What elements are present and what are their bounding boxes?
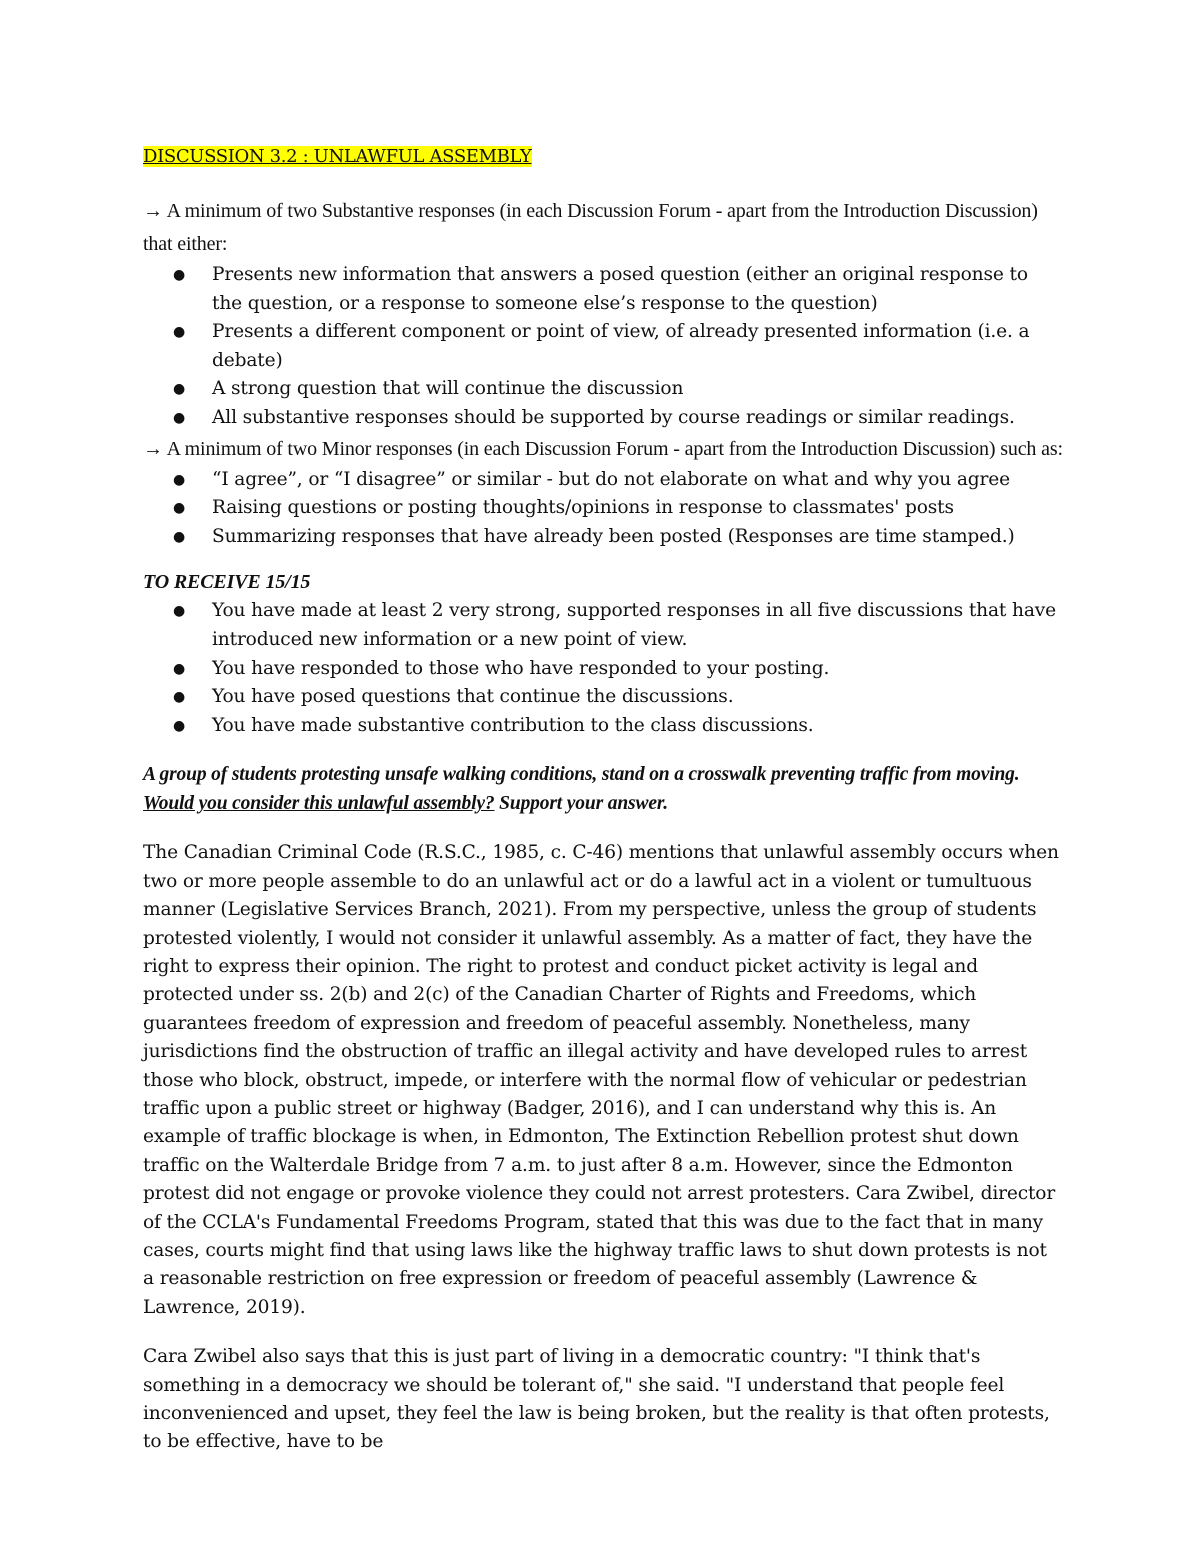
list-item-text: Summarizing responses that have already been posted (Responses are time stamped.) — [212, 525, 1015, 547]
bullet-icon: ● — [173, 603, 186, 620]
list-item — [143, 523, 1063, 552]
document-title: DISCUSSION 3.2 : UNLAWFUL ASSEMBLY — [143, 146, 532, 167]
question-part-2: Support your answer. — [494, 793, 668, 815]
substantive-list — [143, 261, 1063, 433]
bullet-icon: ● — [173, 500, 186, 517]
question-part-1: A group of students protesting unsafe walking conditions, stand on a crosswalk preventing traffic from moving. — [143, 764, 1020, 786]
list-item — [143, 655, 1063, 684]
list-item — [143, 375, 1063, 404]
list-item-text: Presents a different component or point of view, of already presented information (i.e. a debate) — [212, 321, 1030, 371]
list-item-text: “I agree”, or “I disagree” or similar - but do not elaborate on what and why you agree — [212, 468, 1010, 490]
bullet-icon: ● — [173, 660, 186, 677]
response-paragraph-2: Cara Zwibel also says that this is just part of living in a democratic country: "I think that's something in a democracy we should be tolerant of," she said. "I understand that people feel inconvenienced and upset, they feel the law is being broken, but the reality is that often protests, to be effective, have to be — [143, 1346, 1050, 1453]
list-item — [143, 712, 1063, 741]
receive-list — [143, 597, 1063, 740]
list-item-text: All substantive responses should be supported by course readings or similar readings. — [212, 406, 1015, 428]
list-item — [143, 261, 1063, 318]
list-item — [143, 466, 1063, 495]
list-item-text: You have posed questions that continue the discussions. — [212, 686, 734, 708]
bullet-icon: ● — [173, 324, 186, 341]
question-underlined: Would you consider this unlawful assembly? — [143, 793, 495, 815]
title-line — [143, 143, 1063, 170]
list-item-text: A strong question that will continue the discussion — [212, 378, 684, 400]
substantive-intro: → A minimum of two Substantive responses (in each Discussion Forum - apart from the Introduction Discussion) that either: — [143, 200, 1038, 255]
list-item-text: Presents new information that answers a posed question (either an original response to the question, or a response to someone else’s response to the question) — [212, 264, 1028, 314]
bullet-icon: ● — [173, 717, 186, 734]
list-item — [143, 404, 1063, 433]
bullet-icon: ● — [173, 528, 186, 545]
list-item-text: You have made at least 2 very strong, supported responses in all five discussions that have introduced new information or a new point of view. — [212, 600, 1056, 650]
bullet-icon: ● — [173, 267, 186, 283]
bullet-icon: ● — [173, 409, 186, 426]
minor-list — [143, 466, 1063, 552]
list-item-text: You have responded to those who have responded to your posting. — [212, 657, 830, 679]
minor-intro: → A minimum of two Minor responses (in each Discussion Forum - apart from the Introduction Discussion) such as: — [143, 437, 1063, 460]
list-item-text: Raising questions or posting thoughts/opinions in response to classmates' posts — [212, 497, 954, 519]
response-paragraph-1: The Canadian Criminal Code (R.S.C., 1985, c. C-46) mentions that unlawful assembly occurs when two or more people assemble to do an unlawful act or do a lawful act in a violent or tumultuous manner (Legislative Services Branch, 2021). From my perspective, unless the group of students protested violently, I would not consider it unlawful assembly. As a matter of fact, they have the right to express their opinion. The right to protest and conduct picket activity is legal and protected under ss. 2(b) and 2(c) of the Canadian Charter of Rights and Freedoms, which guarantees freedom of expression and freedom of peaceful assembly. Nonetheless, many jurisdictions find the obstruction of traffic an illegal activity and have developed rules to arrest those who block, obstruct, impede, or interfere with the normal flow of vehicular or pedestrian traffic upon a public street or highway (Badger, 2016), and I can understand why this is. An example of traffic blockage is when, in Edmonton, The Extinction Rebellion protest shut down traffic on the Walterdale Bridge from 7 a.m. to just after 8 a.m. However, since the Edmonton protest did not engage or provoke violence they could not arrest protesters. Cara Zwibel, director of the CCLA's Fundamental Freedoms Program, stated that this was due to the fact that in many cases, courts might find that using laws like the highway traffic laws to shut down protests is not a reasonable restriction on free expression or freedom of peaceful assembly (Lawrence & Lawrence, 2019). — [143, 842, 1059, 1318]
list-item — [143, 318, 1063, 375]
list-item — [143, 494, 1063, 523]
bullet-icon: ● — [173, 471, 186, 488]
bullet-icon: ● — [173, 381, 186, 398]
list-item-text: You have made substantive contribution to the class discussions. — [212, 714, 814, 736]
document-content — [143, 143, 1063, 1457]
discussion-question — [143, 760, 1063, 818]
list-item — [143, 597, 1063, 654]
bullet-icon: ● — [173, 689, 186, 706]
receive-heading: TO RECEIVE 15/15 — [143, 571, 311, 594]
list-item — [143, 683, 1063, 712]
